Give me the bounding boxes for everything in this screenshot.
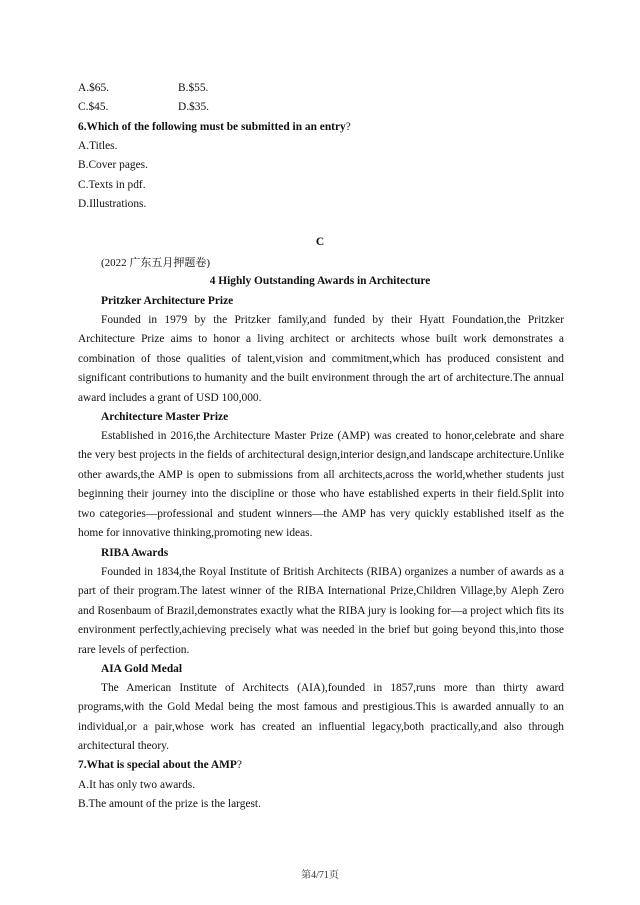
award-text-pritzker: Founded in 1979 by the Pritzker family,and funded by their Hyatt Foundation,the Pritzker Architecture Prize aims to honor a living architect or architects whose built work demonstrates a combination of those qualities of talent,vision and commitment,which has produced consistent and significant contributions to humanity and the built environment through the art of architecture.The annual award includes a grant of USD 100,000. <box>78 314 564 404</box>
q7-option-a: A.It has only two awards. <box>78 779 196 791</box>
q5-option-row-2 <box>78 100 210 114</box>
q7-stem: 7.What is special about the AMP? <box>78 759 242 771</box>
q5-option-a: A.$65. <box>78 82 110 94</box>
passage-title: 4 Highly Outstanding Awards in Architecture <box>209 275 431 287</box>
q5-option-row-1 <box>78 81 209 95</box>
q6-option-d: D.Illustrations. <box>78 198 147 210</box>
q6-stem: 6.Which of the following must be submitted in an entry? <box>78 121 351 133</box>
award-heading-aia: AIA Gold Medal <box>101 663 183 675</box>
q5-option-c: C.$45. <box>78 101 109 113</box>
q6-option-b: B.Cover pages. <box>78 159 148 171</box>
q7-option-b: B.The amount of the prize is the largest. <box>78 798 261 810</box>
award-heading-riba: RIBA Awards <box>101 547 169 559</box>
page-number: 第4/71页 <box>301 870 339 881</box>
q6-option-a: A.Titles. <box>78 140 118 152</box>
q5-option-d: D.$35. <box>178 101 210 113</box>
award-heading-pritzker: Pritzker Architecture Prize <box>101 295 234 307</box>
award-text-amp: Established in 2016,the Architecture Master Prize (AMP) was created to honor,celebrate and share the very best projects in the fields of architectural design,interior design,and landscape architecture.Unlike other awards,the AMP is open to submissions from all architects,across the world,whether students just beginning their journey into the discipline or those who have established experts in their field.Split into two categories—professional and student winners—the AMP has very quickly established itself as the home for innovative thinking,promoting new ideas. <box>78 430 564 540</box>
section-letter: C <box>315 236 325 248</box>
award-text-aia: The American Institute of Architects (AIA),founded in 1857,runs more than thirty award programs,with the Gold Medal being the most famous and prestigious.This is awarded annually to an individual,or a pair,whose work has created an influential legacy,both practically,and also through architectural theory. <box>78 682 564 753</box>
section-source: (2022 广东五月押题卷) <box>101 257 211 269</box>
award-heading-amp: Architecture Master Prize <box>101 411 229 423</box>
q6-option-c: C.Texts in pdf. <box>78 179 146 191</box>
award-text-riba: Founded in 1834,the Royal Institute of British Architects (RIBA) organizes a number of awards as a part of their program.The latest winner of the RIBA International Prize,Children Village,by Aleph Zero and Rosenbaum of Brazil,demonstrates exactly what the RIBA jury is looking for—a project which fits its environment perfectly,achieving precisely what was needed in the brief but going beyond this,into those rare levels of perfection. <box>78 566 564 656</box>
q5-option-b: B.$55. <box>178 82 209 94</box>
